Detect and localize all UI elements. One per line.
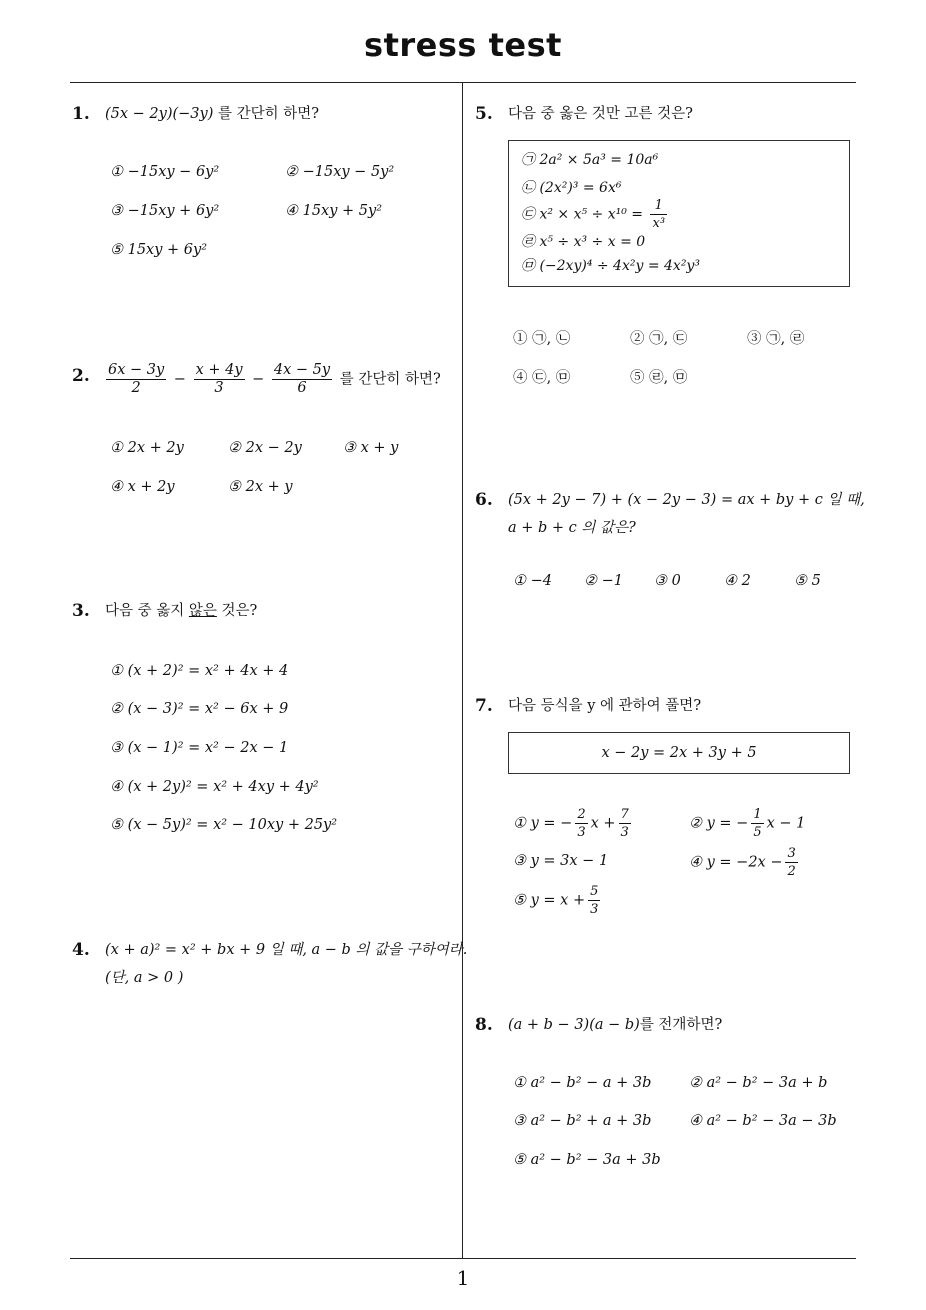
question-6-option-5[interactable]: ⑤ 5	[794, 573, 821, 589]
question-6-option-2[interactable]: ② −1	[584, 573, 623, 589]
question-3-option-5[interactable]: ⑤ (x − 5y)² = x² − 10xy + 25y²	[110, 817, 338, 833]
question-3-option-3[interactable]: ③ (x − 1)² = x² − 2x − 1	[110, 740, 289, 756]
question-1-prompt: 를 간단히 하면?	[218, 106, 320, 122]
question-7-option-5[interactable]: ⑤ y = x + $\frac{5}{3}$	[513, 884, 599, 917]
statement-3: ㉢ x² × x⁵ ÷ x¹⁰ = $\frac{1}{\text{x³}}$	[521, 198, 666, 231]
question-5-option-5[interactable]: ⑤ ㉣, ㉤	[630, 370, 688, 386]
footer-divider	[70, 1258, 856, 1259]
question-1-option-3[interactable]: ③ −15xy + 6y²	[110, 203, 220, 219]
question-8-option-5[interactable]: ⑤ a² − b² − 3a + 3b	[513, 1152, 661, 1168]
question-5-statement-box	[508, 140, 850, 287]
question-2-option-2[interactable]: ② 2x − 2y	[228, 440, 302, 456]
question-4-text: (x + a)² = x² + bx + 9 일 때, a − b 의 값을 구하여라. (단, a > 0 )	[105, 942, 468, 986]
question-3-option-2[interactable]: ② (x − 3)² = x² − 6x + 9	[110, 701, 289, 717]
question-3-number: 3.	[72, 601, 90, 621]
question-5-option-4[interactable]: ④ ㉢, ㉤	[513, 370, 571, 386]
question-1-number: 1.	[72, 104, 90, 124]
question-2-number: 2.	[72, 366, 90, 386]
header-divider	[70, 82, 856, 83]
question-7-option-2[interactable]: ② y = − $\frac{1}{5}$ x − 1	[689, 807, 806, 840]
question-6-number: 6.	[475, 490, 493, 510]
question-1-text	[105, 100, 319, 128]
question-6-text: (5x + 2y − 7) + (x − 2y − 3) = ax + by + c 일 때, a + b + c 의 값은?	[508, 492, 865, 536]
question-3-option-1[interactable]: ① (x + 2)² = x² + 4x + 4	[110, 663, 289, 679]
statement-2: ㉡ (2x²)³ = 6x⁶	[521, 180, 622, 196]
question-1-option-4[interactable]: ④ 15xy + 5y²	[285, 203, 383, 219]
question-6-option-1[interactable]: ① −4	[513, 573, 552, 589]
question-5-number: 5.	[475, 104, 493, 124]
question-7-prompt: 다음 등식을 y 에 관하여 풀면?	[508, 698, 702, 714]
column-divider	[462, 82, 463, 1258]
question-7-option-3[interactable]: ③ y = 3x − 1	[513, 853, 609, 869]
statement-1: ㉠ 2a² × 5a³ = 10a⁶	[521, 152, 659, 168]
question-2-text: $\frac{6x - 3y}{2}$ − $\frac{x + 4y}{3}$ − $\frac{4x - 5y}{6}$ 를 간단히 하면?	[108, 362, 441, 396]
question-5-option-1[interactable]: ① ㉠, ㉡	[513, 331, 571, 347]
question-3-text: 다음 중 옳지 않은 것은?	[105, 603, 258, 619]
question-8-option-2[interactable]: ② a² − b² − 3a + b	[689, 1075, 828, 1091]
question-1-option-5[interactable]: ⑤ 15xy + 6y²	[110, 242, 208, 258]
question-8-number: 8.	[475, 1015, 493, 1035]
page-number: 1	[456, 1266, 470, 1290]
question-8-option-1[interactable]: ① a² − b² − a + 3b	[513, 1075, 652, 1091]
question-8-text: (a + b − 3)(a − b)를 전개하면?	[508, 1017, 723, 1033]
question-1-option-1[interactable]: ① −15xy − 6y²	[110, 164, 220, 180]
page-title: stress test	[364, 26, 562, 64]
question-2-fraction-2: $\frac{x + 4y}{3}$	[195, 362, 243, 396]
question-1-expression: (5x − 2y)(−3y)	[105, 106, 214, 122]
question-7-equation-box: x − 2y = 2x + 3y + 5	[508, 732, 850, 774]
question-2-option-5[interactable]: ⑤ 2x + y	[228, 479, 293, 495]
statement-5: ㉤ (−2xy)⁴ ÷ 4x²y = 4x²y³	[521, 258, 700, 274]
question-7-number: 7.	[475, 696, 493, 716]
question-3-underlined-word: 않은	[188, 603, 217, 619]
question-5-option-3[interactable]: ③ ㉠, ㉣	[747, 331, 805, 347]
question-2-prompt: 를 간단히 하면?	[339, 371, 441, 388]
question-2-fraction-1: $\frac{6x - 3y}{2}$	[108, 362, 165, 396]
question-1-option-2[interactable]: ② −15xy − 5y²	[285, 164, 395, 180]
question-5-prompt: 다음 중 옳은 것만 고른 것은?	[508, 106, 693, 122]
question-7-option-1[interactable]: ① y = − $\frac{2}{3}$ x + $\frac{7}{3}$	[513, 807, 629, 840]
question-8-option-3[interactable]: ③ a² − b² + a + 3b	[513, 1113, 652, 1129]
question-2-fraction-3: $\frac{4x - 5y}{6}$	[273, 362, 331, 396]
question-8-option-4[interactable]: ④ a² − b² − 3a − 3b	[689, 1113, 837, 1129]
question-2-option-3[interactable]: ③ x + y	[343, 440, 399, 456]
question-5-option-2[interactable]: ② ㉠, ㉢	[630, 331, 688, 347]
question-2-option-1[interactable]: ① 2x + 2y	[110, 440, 184, 456]
statement-4: ㉣ x⁵ ÷ x³ ÷ x = 0	[521, 234, 646, 250]
question-6-option-3[interactable]: ③ 0	[654, 573, 681, 589]
question-3-option-4[interactable]: ④ (x + 2y)² = x² + 4xy + 4y²	[110, 779, 319, 795]
question-2-option-4[interactable]: ④ x + 2y	[110, 479, 175, 495]
question-4-number: 4.	[72, 940, 90, 960]
question-7-option-4[interactable]: ④ y = −2x − $\frac{3}{2}$	[689, 846, 796, 879]
question-6-option-4[interactable]: ④ 2	[724, 573, 751, 589]
